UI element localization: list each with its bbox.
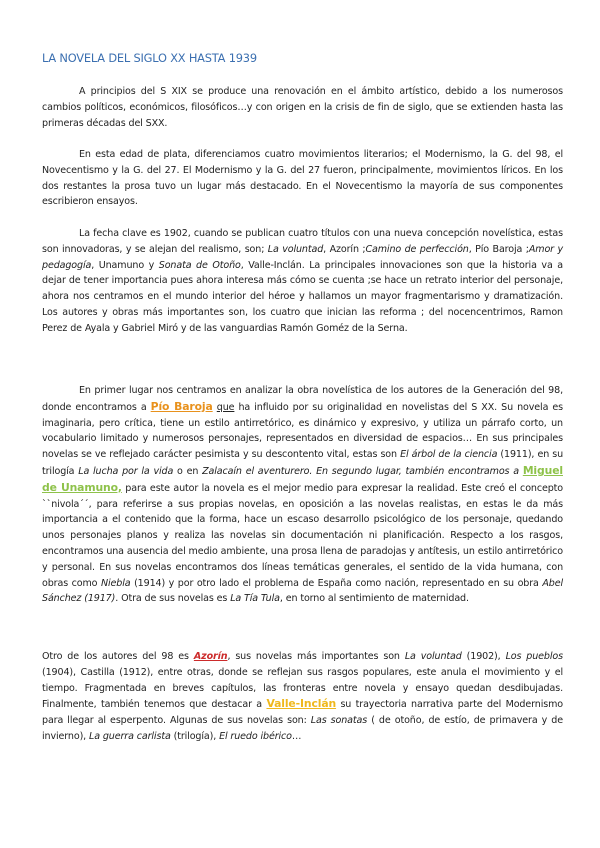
text-run: , Unamuno y <box>91 259 159 271</box>
text-run: (1904), Castilla (1912), entre otras, donde se reflejan sus rasgos populares, este anula el movimiento y el tiempo. Fragmentada en breves capítulos, las fronteras entre novela y ensayo quedan desdibujadas. Finalmente, también tenemos que destacar a <box>42 666 563 711</box>
author-link-valle-inclan[interactable]: Valle-Inclán <box>266 697 337 711</box>
author-link-pio-baroja[interactable]: Pío Baroja <box>150 399 213 413</box>
text-run: (trilogía), <box>170 730 220 742</box>
work-title: La lucha por la vida <box>78 465 174 477</box>
work-title: Camino de perfección <box>365 243 469 255</box>
work-title: La guerra carlista <box>89 730 171 742</box>
text-run: . Otra de sus novelas es <box>115 593 231 605</box>
work-title: La voluntad <box>267 243 324 255</box>
work-title: La voluntad <box>404 651 462 662</box>
work-title: La Tía Tula <box>230 593 280 605</box>
paragraph-1902 <box>42 226 563 337</box>
text-run: , sus novelas más importantes son <box>227 651 405 662</box>
text-run: , Pío Baroja ; <box>468 243 529 255</box>
work-title: Los pueblos <box>505 651 563 662</box>
paragraph-movements <box>42 147 563 210</box>
work-title: Zalacaín el aventurero. En segundo lugar, también encontramos a <box>202 465 523 477</box>
text-run: (1911), en su trilogía <box>42 449 564 477</box>
text-run: La fecha clave es 1902, cuando se publican cuatro títulos con una nueva concepción novelística, estas son innovadoras, y se alejan del realismo, son; <box>42 228 563 255</box>
text-run: En primer lugar nos centramos en analizar la obra novelística de los autores de la Generación del 98, donde encontramos a <box>42 385 563 413</box>
work-title: Niebla <box>100 577 131 589</box>
text-run: (1902), <box>461 651 506 662</box>
paragraph-azorin-valle <box>42 649 563 745</box>
text-run: Otro de los autores del 98 es <box>42 651 194 662</box>
work-title: Abel Sánchez (1917) <box>42 577 563 605</box>
text-run: o en <box>173 465 203 477</box>
paragraph-generation-98 <box>42 383 563 607</box>
paragraph-text: A principios del S XIX se produce una renovación en el ámbito artístico, debido a los numerosos cambios políticos, económicos, filosóficos…y con origen en la crisis de fin de siglo, que se extienden hasta las primeras décadas del SXX. <box>42 86 563 129</box>
work-title: El árbol de la ciencia <box>400 449 498 461</box>
text-run: , Valle-Inclán. La principales innovaciones son que la historia va a dejar de tener importancia pues ahora interesa más cómo se cuenta ;se hace un retrato interior del personaje, ahora nos centramos en el mundo interior del héroe y hallamos un mayor fragmentarismo y dramatización. Los autores y obras más importantes son, los cuatro que inician las reforma ; del nocencentrimos, Ramon Perez de Ayala y Gabriel Miró y de las vanguardias Ramón Goméz de la Serna. <box>42 259 564 334</box>
work-title: Sonata de Otoño <box>158 259 241 271</box>
text-run: (1914) y por otro lado el problema de España como nación, representado en su obra <box>130 577 543 589</box>
author-link-miguel-de-unamuno[interactable]: Miguel de Unamuno, <box>42 463 563 494</box>
paragraph-intro <box>42 84 563 131</box>
text-run: ( de otoño, de estío, de primavera y de invierno), <box>42 715 563 742</box>
text-run: que <box>216 401 235 413</box>
work-title: Las sonatas <box>310 715 368 727</box>
text-run: su trayectoria narrativa parte del Modernismo para llegar al esperpento. Algunas de sus novelas son: <box>42 699 563 727</box>
text-run: ha influido por su originalidad en novelistas del S XX. Su novela es imaginaria, pero crítica, tiene un estilo antirretórico, es dinámico y expresivo, y utiliza un párrafo corto, un vocabulario limitado y numerosos personajes, representados en diversidad de espacios… En sus principales novelas se ve reflejado carácter pesimista y su descontento vital, estas son <box>42 401 563 461</box>
work-title: Amor y pedagogía <box>42 243 563 271</box>
text-run: , en torno al sentimiento de maternidad. <box>279 593 469 605</box>
text-run: para este autor la novela es el mejor medio para expresar la realidad. Este creó el concepto ``nivola´´, para referirse a sus propias novelas, en oposición a las novelas realistas, en estas le da más importancia a el contenido que la forma, hace un escaso desarrollo psicológico de los personaje, quedando unos personajes planos y realiza las novelas sin documentación ni planificación. Respecto a los rasgos, encontramos una ausencia del medio ambiente, una prosa llena de paradojas y antítesis, un estilo antirretórico y personal. En sus novelas encontramos dos líneas temáticas generales, el sentido de la vida humana, con obras como <box>42 482 564 589</box>
text-run: , Azorín ; <box>323 243 366 255</box>
paragraph-text: En esta edad de plata, diferenciamos cuatro movimientos literarios; el Modernismo, la G. del 98, el Novecentismo y la G. del 27. El Modernismo y la G. del 27 fueron, principalmente, movimientos líricos. En los dos restantes la prosa tuvo un lugar más destacado. En el Novecentismo la mayoría de sus componentes escribieron ensayos. <box>42 149 563 208</box>
work-title: El ruedo ibérico <box>219 730 292 742</box>
page-title: LA NOVELA DEL SIGLO XX HASTA 1939 <box>42 51 257 65</box>
author-link-azorin[interactable]: Azorín <box>193 651 228 662</box>
text-run: … <box>291 730 302 742</box>
